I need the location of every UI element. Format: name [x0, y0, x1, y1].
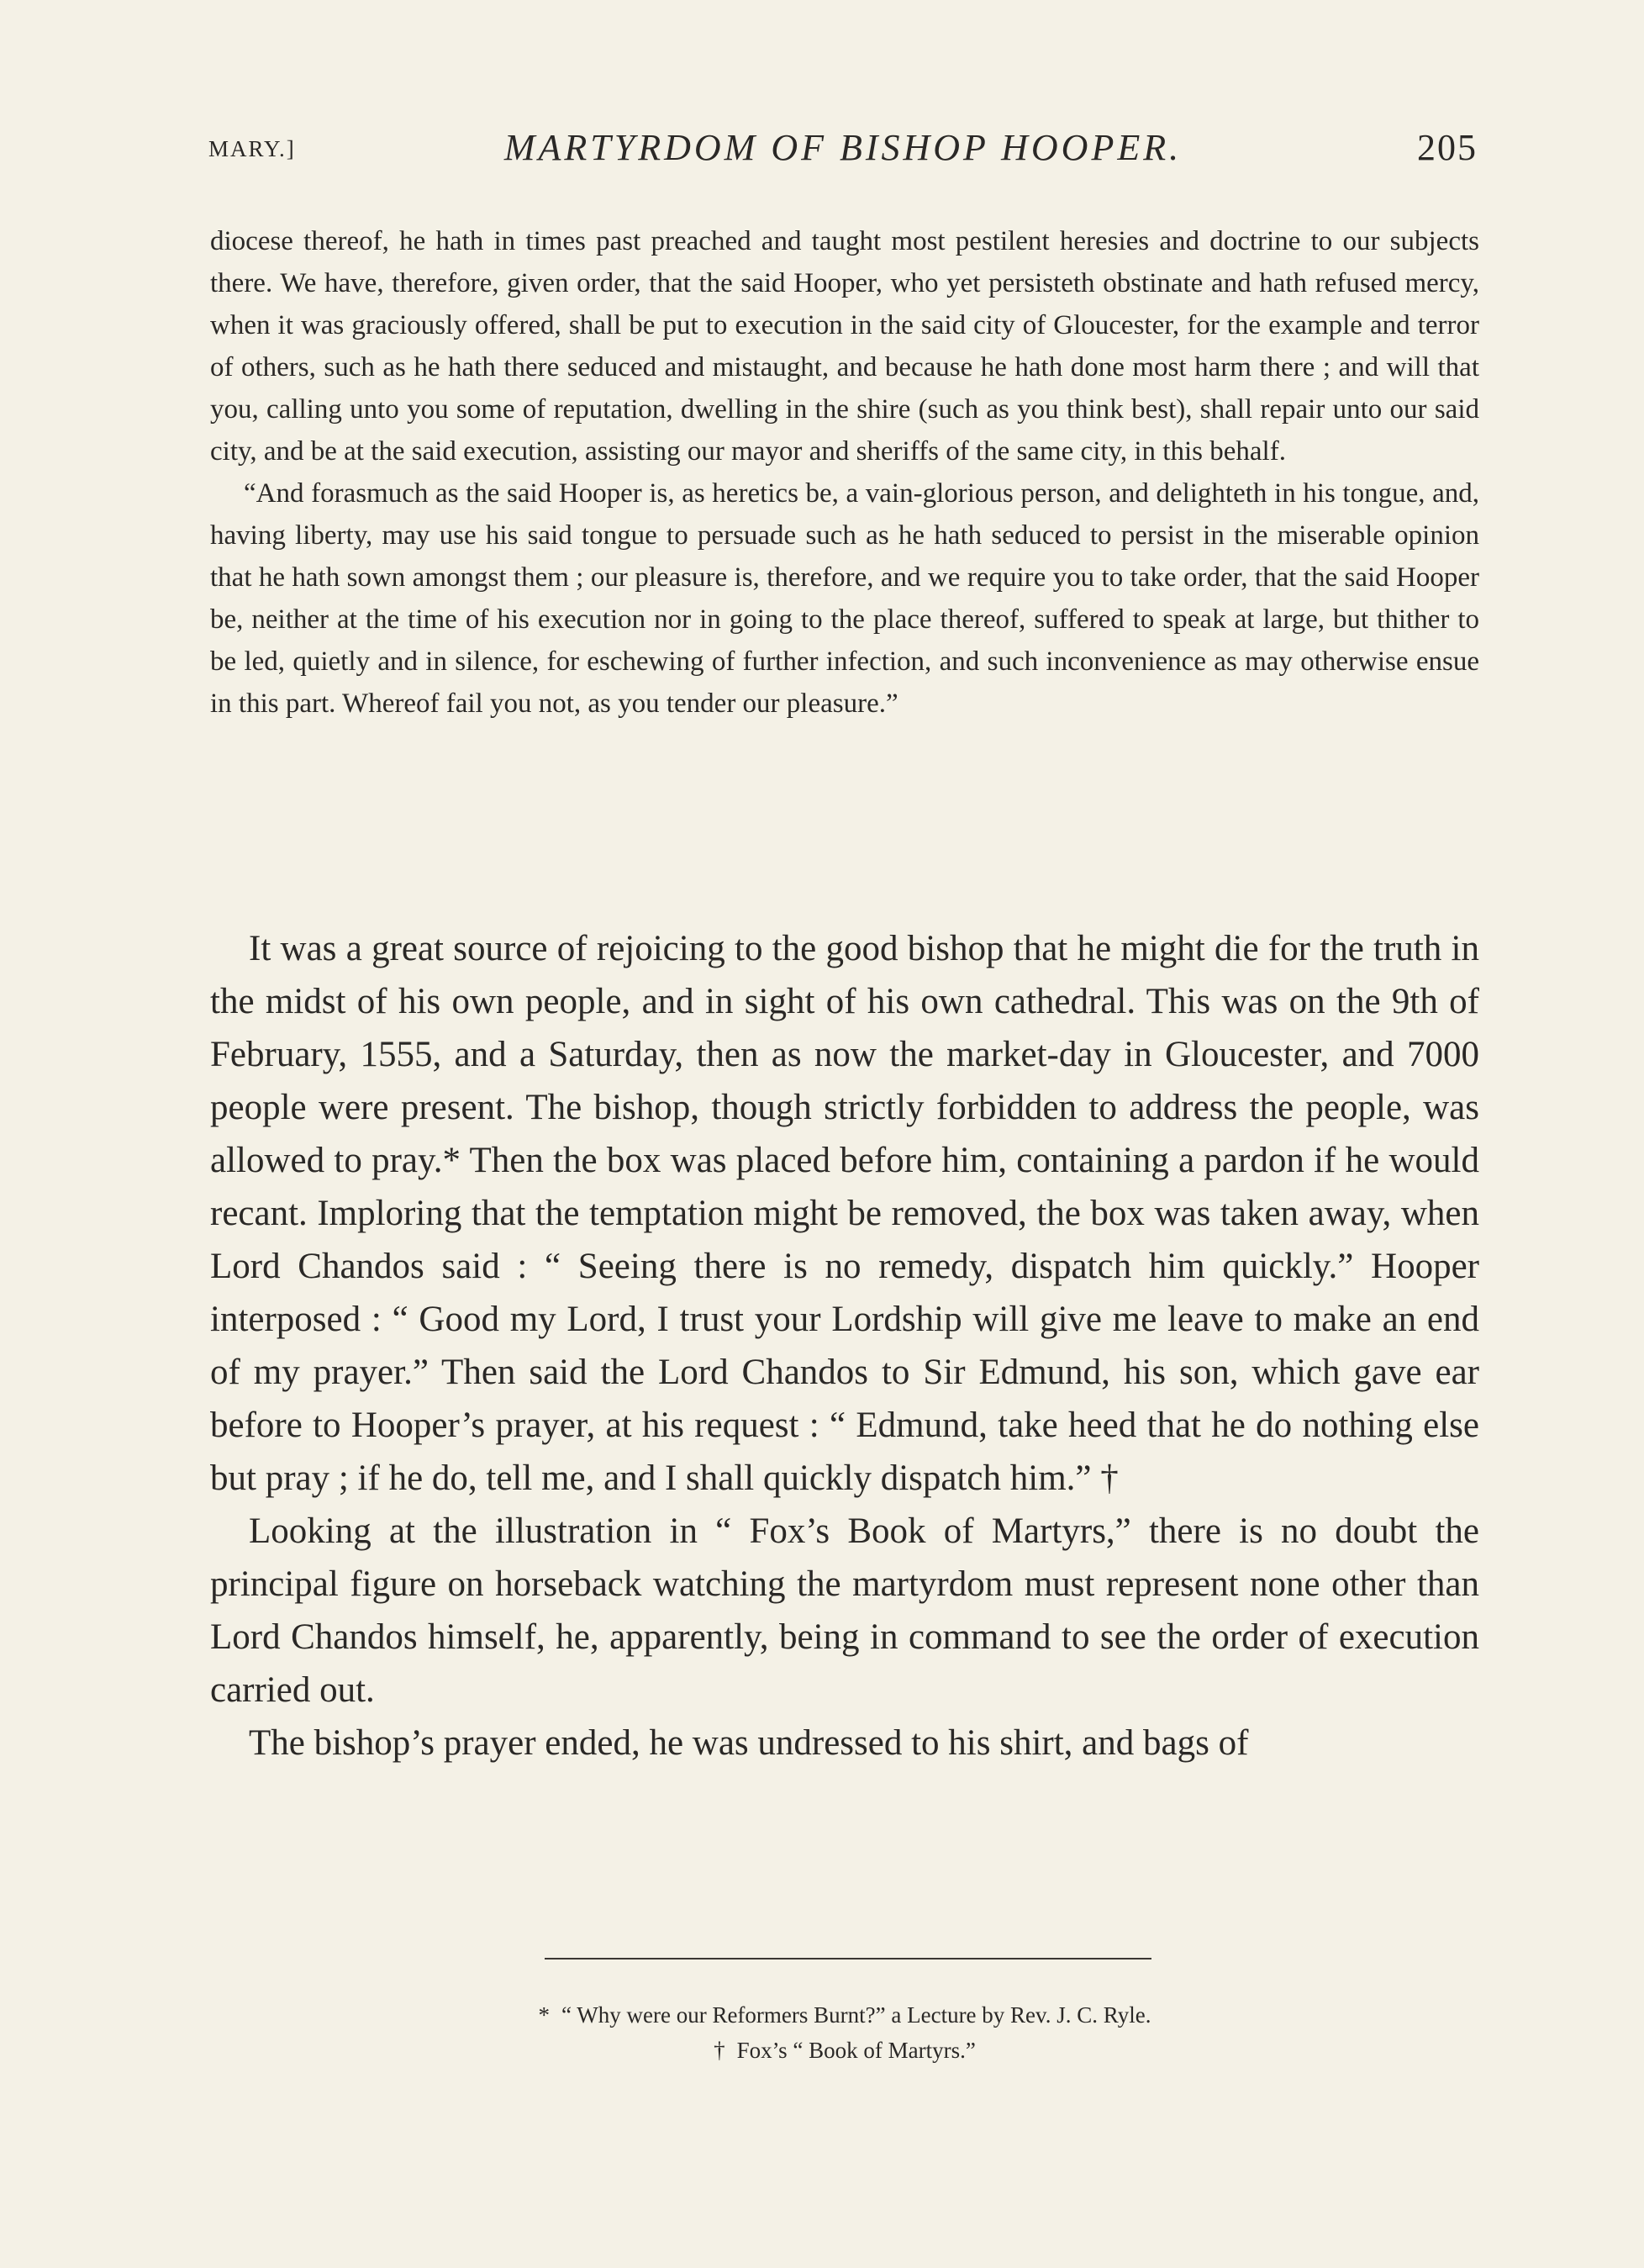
narrative-paragraph: Looking at the illustration in “ Fox’s Book of Martyrs,” there is no doubt the principal figure on horseback watching the martyrdom must represent none other than Lord Chandos himself, he, apparently, being in command to see the order of execution carried out.	[210, 1511, 1479, 1710]
footnote-mark: *	[538, 2002, 551, 2028]
quoted-letter	[210, 220, 1479, 725]
running-head	[208, 126, 1478, 177]
footnote	[210, 2033, 1479, 2068]
footnote-text: Fox’s “ Book of Martyrs.”	[736, 2038, 976, 2063]
narrative-text	[210, 922, 1479, 1770]
narrative-paragraph: It was a great source of rejoicing to the good bishop that he might die for the truth in the midst of his own people, and in sight of his own cathedral. This was on the 9th of February, 1555, and a Saturday, then as now the market-day in Gloucester, and 7000 people were present. The bishop, though strictly forbidden to address the people, was allowed to pray.* Then the box was placed before him, containing a pardon if he would recant. Imploring that the temptation might be removed, the box was taken away, when Lord Chandos said : “ Seeing there is no remedy, dispatch him quickly.” Hooper interposed : “ Good my Lord, I trust your Lordship will give me leave to make an end of my prayer.” Then said the Lord Chandos to Sir Edmund, his son, which gave ear before to Hooper’s prayer, at his request : “ Edmund, take heed that he do nothing else but pray ; if he do, tell me, and I shall quickly dispatch him.” †	[210, 929, 1479, 1498]
footnote-mark: †	[714, 2038, 725, 2063]
running-head-reign: MARY.]	[208, 136, 296, 161]
footnote-text: “ Why were our Reformers Burnt?” a Lecture by Rev. J. C. Ryle.	[561, 2002, 1151, 2028]
letter-paragraph: diocese thereof, he hath in times past preached and taught most pestilent heresies and doctrine to our subjects there. We have, therefore, given order, that the said Hooper, who yet persisteth obstinate and hath refused mercy, when it was graciously offered, shall be put to execution in the said city of Gloucester, for the example and terror of others, such as he hath there seduced and mistaught, and because he hath done most harm there ; and will that you, calling unto you some of reputation, dwelling in the shire (such as you think best), shall repair unto our said city, and be at the said execution, assisting our mayor and sheriffs of the same city, in this behalf.	[210, 226, 1479, 467]
running-head-title: MARTYRDOM OF BISHOP HOOPER.	[503, 127, 1183, 168]
footnote	[210, 1997, 1479, 2033]
page-number: 205	[1417, 127, 1478, 168]
letter-paragraph: “And forasmuch as the said Hooper is, as heretics be, a vain-glorious person, and delighteth in his tongue, and, having liberty, may use his said tongue to persuade such as he hath seduced to persist in the miserable opinion that he hath sown amongst them ; our pleasure is, therefore, and we require you to take order, that the said Hooper be, neither at the time of his execution nor in going to the place thereof, suffered to speak at large, but thither to be led, quietly and in silence, for eschewing of further infection, and such inconvenience as may otherwise ensue in this part. Whereof fail you not, as you tender our pleasure.”	[210, 478, 1479, 719]
narrative-paragraph: The bishop’s prayer ended, he was undressed to his shirt, and bags of	[249, 1723, 1249, 1763]
footnotes	[210, 1997, 1479, 2068]
footnote-rule	[545, 1958, 1151, 1959]
